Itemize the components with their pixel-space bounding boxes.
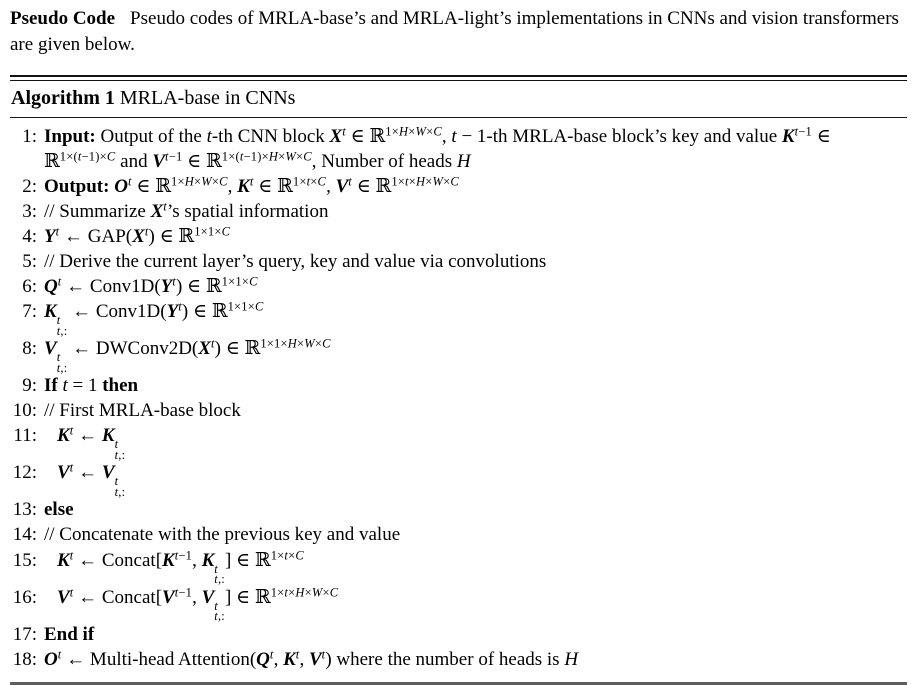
line-number: 17: — [12, 623, 37, 645]
algo-line-6 — [10, 274, 904, 299]
caption-label: Algorithm 1 — [11, 86, 115, 109]
superscript: 1×H×W×C — [385, 124, 442, 138]
line-content: $K^t$ ← $Concat[K^{t-1}$, K t t,: ] ∈ ℝ$^{1\times t\times C}$ — [57, 548, 304, 587]
superscript: 1×1×H×W×C — [260, 336, 331, 351]
superscript: t−1 — [174, 548, 193, 563]
line-content: Input: Output of the t-th CNN block $X^t$ ∈ ℝ$^{1\times H\times W\times C}$, t − 1-th MRLA-base block’s key and value $K^{t-1}$ ∈ ℝ$^{1\times(t-1)\times C}$ and $V^{t-1}$ ∈ ℝ$^{1\times(t-1)\times H\times W\times C}$, Number of heads H — [44, 124, 831, 172]
line-number: 11: — [13, 425, 37, 447]
algo-line-1 — [10, 124, 904, 174]
superscript: t — [321, 647, 326, 662]
superscript: 1×1×C — [221, 274, 258, 289]
superscript: 1×1×C — [194, 224, 231, 239]
superscript: t — [127, 174, 132, 189]
superscript: 1×(t−1)×C — [59, 149, 116, 164]
line-content: $K^t$ ← K t t,: — [57, 423, 126, 462]
superscript: t−1 — [174, 585, 193, 600]
line-number: 2: — [22, 175, 37, 197]
line-number: 8: — [22, 338, 37, 360]
supsub-stack: t t,: — [56, 350, 68, 375]
line-number: 13: — [12, 499, 37, 521]
line-content: $V^t$ ← V t t,: — [57, 460, 126, 499]
line-number: 9: — [22, 375, 37, 397]
line-content: // Derive the current layer’s query, key and value via convolutions — [44, 250, 547, 272]
algo-line-10 — [10, 398, 904, 423]
bottom-rule — [10, 682, 907, 685]
superscript: t — [144, 224, 149, 239]
line-content: // Summarize $X^t’s$ spatial information — [44, 199, 329, 222]
superscript: t — [163, 199, 167, 214]
superscript: t — [69, 460, 74, 475]
line-number: 10: — [12, 400, 37, 422]
superscript: t — [342, 124, 346, 138]
superscript: 1×(t−1)×H×W×C — [221, 149, 312, 164]
intro-paragraph — [10, 6, 907, 58]
algo-line-17 — [10, 622, 904, 647]
line-content: End if — [44, 623, 95, 645]
supsub-stack: t t,: — [114, 437, 126, 462]
intro-label: Pseudo Code — [10, 8, 116, 29]
line-number: 5: — [22, 250, 37, 272]
superscript: t — [295, 647, 300, 662]
algo-line-2 — [10, 174, 904, 199]
superscript: 1×t×H×W×C — [391, 174, 459, 189]
algo-line-11 — [10, 423, 917, 460]
superscript: t — [172, 274, 176, 289]
superscript: t — [69, 423, 74, 438]
algo-line-5 — [10, 249, 904, 274]
line-content: V t t,: ← $DWConv2D(X^t)$ ∈ ℝ$^{1\times 1\times H\times W\times C}$ — [44, 336, 331, 375]
line-number: 12: — [12, 462, 37, 484]
superscript: t — [57, 647, 62, 662]
algorithm-lines — [10, 118, 907, 679]
line-content: $O^t$ ← Multi-head $Attention(Q^t$, $K^t$, $V^t$) where the number of heads is H — [44, 647, 579, 670]
line-number: 15: — [12, 549, 37, 571]
superscript: t — [249, 174, 254, 189]
superscript: 1×t×H×W×C — [270, 585, 339, 600]
superscript: t — [69, 585, 74, 600]
caption-title: MRLA-base in CNNs — [119, 86, 296, 109]
superscript: t — [69, 548, 74, 563]
supsub-stack: t t,: — [56, 313, 68, 338]
algo-line-13 — [10, 497, 904, 522]
algorithm-block — [10, 75, 907, 685]
algo-line-4 — [10, 224, 904, 249]
line-content: // First MRLA-base block — [44, 400, 241, 422]
superscript: 1×1×C — [227, 299, 264, 314]
line-content: K t t,: ← $Conv1D(Y^t)$ ∈ ℝ$^{1\times 1\times C}$ — [44, 299, 264, 338]
line-content: else — [44, 499, 74, 521]
superscript: t — [210, 336, 215, 351]
line-content: Output: $O^t$ ∈ ℝ$^{1\times H\times W\times C}$, $K^t$ ∈ ℝ$^{1\times t\times C}$, $V^t$ ∈ ℝ$^{1\times t\times H\times W\times C}$ — [44, 174, 459, 197]
line-number: 6: — [22, 276, 37, 298]
algo-line-8 — [10, 336, 904, 373]
line-number: 16: — [12, 586, 37, 608]
superscript: t−1 — [165, 149, 183, 164]
superscript: t — [348, 174, 352, 189]
algo-line-18 — [10, 647, 904, 672]
supsub-stack: t t,: — [214, 598, 225, 624]
superscript: 1×H×W×C — [171, 174, 228, 189]
line-content: $V^t$ ← $Concat[V^{t-1}$, V t t,: ] ∈ ℝ$^{1\times t\times H\times W\times C}$ — [57, 585, 339, 624]
line-number: 7: — [22, 301, 37, 323]
superscript: 1×t×C — [270, 548, 304, 563]
superscript: t — [57, 274, 62, 289]
algo-line-14 — [10, 522, 904, 547]
line-number: 14: — [12, 524, 37, 546]
algorithm-caption — [10, 81, 907, 116]
algo-line-9 — [10, 373, 904, 398]
line-content: $Y^t$ ← $GAP(X^t)$ ∈ ℝ$^{1\times 1\times C}$ — [44, 224, 231, 247]
superscript: t — [178, 299, 182, 314]
line-number: 18: — [12, 648, 37, 670]
algo-line-7 — [10, 299, 904, 336]
line-number: 1: — [22, 125, 37, 147]
line-content: // Concatenate with the previous key and value — [44, 524, 401, 546]
algo-line-12 — [10, 460, 917, 497]
algo-line-3 — [10, 199, 904, 224]
line-content: $Q^t$ ← $Conv1D(Y^t)$ ∈ ℝ$^{1\times 1\times C}$ — [44, 274, 258, 298]
supsub-stack: t t,: — [214, 561, 225, 587]
intro-text: Pseudo codes of MRLA-base’s and MRLA-light’s implementations in CNNs and vision transformers are given below. — [10, 8, 899, 55]
line-content: If t = 1 then — [44, 375, 139, 397]
supsub-stack: t t,: — [114, 474, 126, 499]
superscript: t−1 — [794, 124, 812, 138]
superscript: t — [269, 647, 274, 662]
algo-line-15 — [10, 548, 917, 585]
superscript: t — [55, 224, 60, 239]
line-number: 4: — [22, 225, 37, 247]
superscript: 1×t×C — [292, 174, 327, 189]
line-number: 3: — [22, 200, 37, 222]
